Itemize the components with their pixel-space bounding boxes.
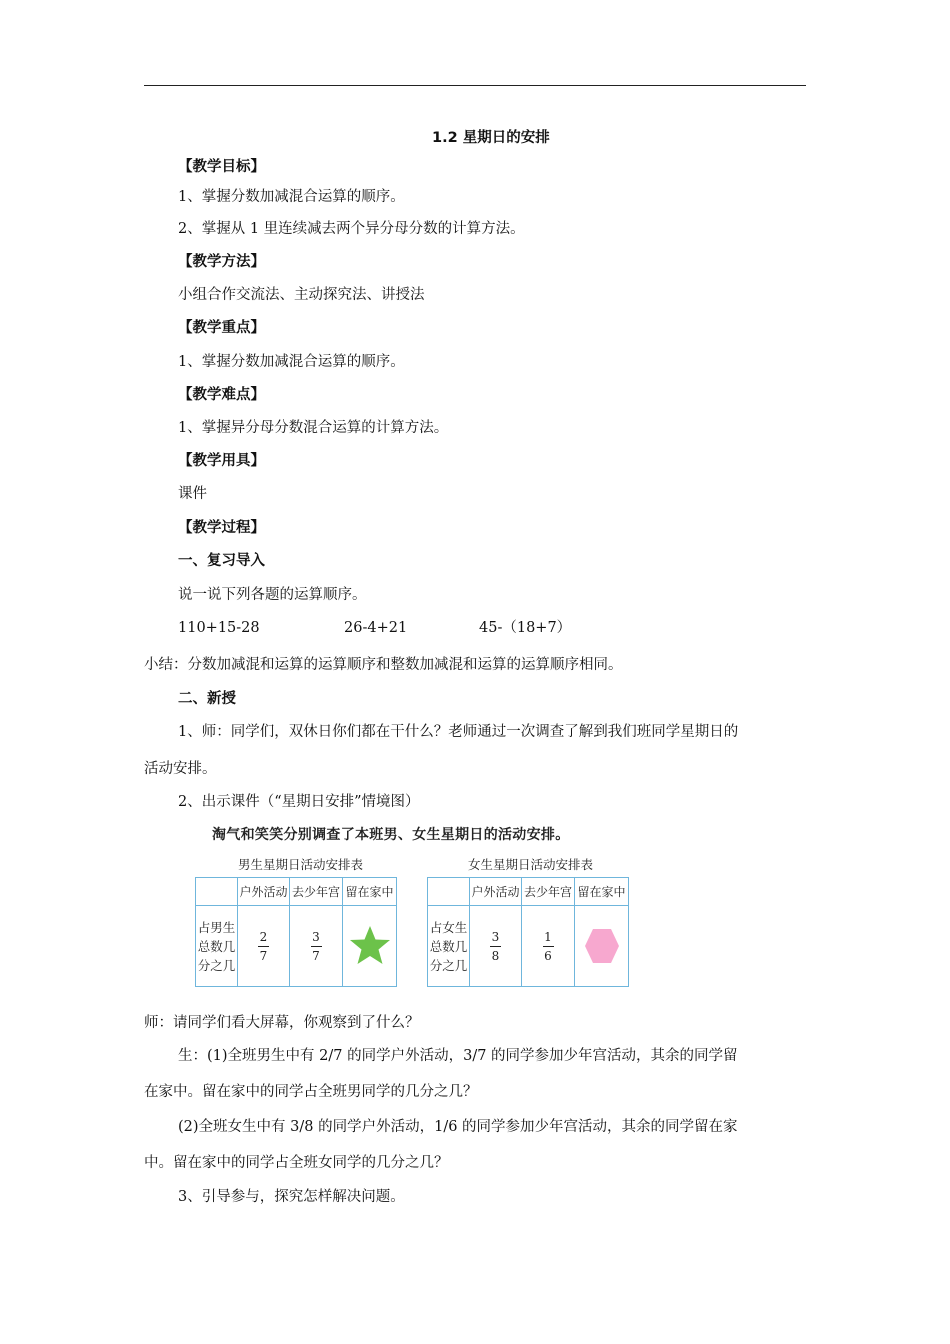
student-answer-1-line-2: 在家中。留在家中的同学占全班男同学的几分之几？ <box>144 1084 478 1100</box>
new-lesson-heading: 二、新授 <box>178 691 236 707</box>
methods-text: 小组合作交流法、主动探究法、讲授法 <box>178 287 425 303</box>
boys-youth-palace-value <box>290 906 343 986</box>
denominator: 7 <box>312 948 320 963</box>
boys-row-label <box>196 906 238 986</box>
fraction <box>311 930 322 963</box>
scenario-figure <box>190 822 630 992</box>
boys-row-label-2: 总数几 <box>197 938 236 954</box>
review-heading: 一、复习导入 <box>178 553 265 569</box>
boys-header-youth-palace: 去少年宫 <box>290 878 343 906</box>
fraction <box>543 930 554 963</box>
boys-table <box>195 877 397 987</box>
boys-header-outdoor: 户外活动 <box>238 878 290 906</box>
numerator: 3 <box>312 929 320 944</box>
boys-corner-cell <box>196 878 238 906</box>
expression-3: 45-（18+7） <box>479 620 572 636</box>
figure-caption: 淘气和笑笑分别调查了本班男、女生星期日的活动安排。 <box>212 827 570 843</box>
step-3: 3、引导参与，探究怎样解决问题。 <box>178 1189 405 1205</box>
difficulties-heading: 【教学难点】 <box>178 387 265 403</box>
student-answer-1-line-1: 生：(1)全班男生中有 2/7 的同学户外活动，3/7 的同学参加少年宫活动，其余的同学留 <box>178 1048 738 1064</box>
boys-row-label-1: 占男生 <box>197 919 236 935</box>
objective-1: 1、掌握分数加减混合运算的顺序。 <box>178 189 405 205</box>
fraction <box>490 930 501 963</box>
girls-header-home: 留在家中 <box>575 878 628 906</box>
expression-1: 110+15-28 <box>178 620 260 636</box>
hexagon-icon <box>583 926 621 966</box>
girls-corner-cell <box>428 878 470 906</box>
numerator: 3 <box>491 929 500 944</box>
teacher-question: 师：请同学们看大屏幕，你观察到了什么？ <box>144 1015 420 1031</box>
step-1-line-2: 活动安排。 <box>144 761 217 777</box>
process-heading: 【教学过程】 <box>178 520 265 536</box>
denominator: 6 <box>544 948 552 963</box>
objective-2: 2、掌握从 1 里连续减去两个异分母分数的计算方法。 <box>178 221 525 237</box>
girls-youth-palace-value <box>522 906 575 986</box>
tools-text: 课件 <box>178 486 207 502</box>
step-1-line-1: 1、师：同学们，双休日你们都在干什么？老师通过一次调查了解到我们班同学星期日的 <box>178 724 739 740</box>
boys-header-home: 留在家中 <box>343 878 396 906</box>
numerator: 1 <box>544 929 552 944</box>
expression-2: 26-4+21 <box>344 620 408 636</box>
summary-text: 小结：分数加减混和运算的运算顺序和整数加减混和运算的运算顺序相同。 <box>144 657 623 673</box>
girls-header-outdoor: 户外活动 <box>470 878 522 906</box>
star-icon <box>348 924 392 968</box>
page-title: 1.2 星期日的安排 <box>432 130 550 146</box>
girls-row-label-1: 占女生 <box>429 919 468 935</box>
methods-heading: 【教学方法】 <box>178 254 265 270</box>
girls-table <box>427 877 629 987</box>
objectives-heading: 【教学目标】 <box>178 159 265 175</box>
key-points-text: 1、掌握分数加减混合运算的顺序。 <box>178 354 405 370</box>
student-answer-2-line-1: (2)全班女生中有 3/8 的同学户外活动，1/6 的同学参加少年宫活动，其余的同学留在家 <box>178 1119 738 1135</box>
denominator: 7 <box>259 948 268 963</box>
key-points-heading: 【教学重点】 <box>178 320 265 336</box>
boys-home-value <box>343 906 396 986</box>
girls-row-label <box>428 906 470 986</box>
step-2: 2、出示课件（“星期日安排”情境图） <box>178 794 420 810</box>
tools-heading: 【教学用具】 <box>178 453 265 469</box>
girls-row-label-2: 总数几 <box>429 938 468 954</box>
girls-outdoor-value <box>470 906 522 986</box>
girls-table-title: 女生星期日活动安排表 <box>468 857 594 872</box>
denominator: 8 <box>491 948 500 963</box>
review-prompt: 说一说下列各题的运算顺序。 <box>178 587 367 603</box>
fraction <box>258 930 269 963</box>
student-answer-2-line-2: 中。留在家中的同学占全班女同学的几分之几？ <box>144 1155 449 1171</box>
boys-outdoor-value <box>238 906 290 986</box>
girls-home-value <box>575 906 628 986</box>
header-rule <box>144 85 806 86</box>
girls-header-youth-palace: 去少年宫 <box>522 878 575 906</box>
girls-row-label-3: 分之几 <box>429 957 468 973</box>
boys-table-title: 男生星期日活动安排表 <box>238 857 364 872</box>
numerator: 2 <box>259 929 268 944</box>
boys-row-label-3: 分之几 <box>197 957 236 973</box>
difficulties-text: 1、掌握异分母分数混合运算的计算方法。 <box>178 420 449 436</box>
